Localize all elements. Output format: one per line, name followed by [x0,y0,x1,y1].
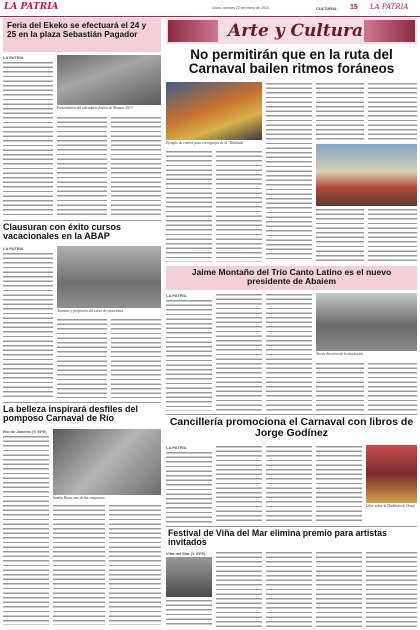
carnaval-photo [166,82,262,140]
festival-body-col5 [366,551,417,627]
feria-byline: LA PATRIA [3,55,24,60]
festival-body-col1 [166,599,212,627]
festival-article [166,526,417,628]
belleza-byline: Río de Janeiro (Y. EFE) [3,429,47,434]
masthead-logo: LA PATRIA [4,2,59,12]
masthead-date: Oruro, viernes 22 de enero de 2013 [212,6,269,10]
clausuran-photo [57,246,161,308]
feria-body-col1 [3,61,53,217]
cancilleria-photo [366,445,417,503]
jaime-photo [316,293,417,351]
carnaval-article [166,46,417,264]
cancilleria-headline: Cancillería promociona el Carnaval con libros de Jorge Godínez [169,416,414,440]
clausuran-top-rule [3,220,161,221]
cancilleria-body-col2 [216,445,262,523]
cancilleria-body-col4 [316,445,362,523]
jaime-body-col4 [316,362,364,411]
belleza-body-col1 [3,435,49,625]
masthead-brand-right: LA PATRIA [370,3,409,11]
carnaval-body-col4 [166,150,212,262]
cancilleria-byline: LA PATRIA [166,445,187,450]
clausuran-body-col3 [111,318,161,398]
carnaval-photo-2 [316,144,417,206]
jaime-article [166,266,417,412]
clausuran-body-col2 [57,318,107,398]
jaime-headline: Jaime Montaño del Trío Canto Latino es el nuevo presidente de Abaiem [191,267,392,287]
cancilleria-body-col3 [266,445,312,523]
belleza-photo-caption: Samba Dona, una de las comparsas [53,496,105,500]
cancilleria-body-col1 [166,451,212,523]
belleza-article [3,402,161,628]
cancilleria-article [166,414,417,524]
jaime-headline-box [166,266,417,290]
clausuran-headline: Clausuran con éxito cursos vacacionales en la ABAP [3,222,122,242]
feria-body-col3 [111,116,161,217]
clausuran-body-col1 [3,252,53,398]
belleza-top-rule [3,402,161,403]
clausuran-byline: LA PATRIA [3,246,24,251]
section-banner [166,18,417,44]
feria-headline: Feria del Ekeko se efectuará el 24 y 25 en la plaza Sebastián Pagador [7,20,147,39]
carnaval-body-col7 [368,208,417,262]
cancilleria-photo-caption: Libro sobre la Diablada de Oruro [366,504,415,508]
cancilleria-top-rule [166,414,417,415]
banner-right-image [364,20,415,42]
belleza-photo [53,429,161,495]
carnaval-headline: No permitirán que en la ruta del Carnaval bailen ritmos foráneos [188,47,395,77]
feria-photo-caption: Presentación del calendario festivo de Alasitas 2013 [57,106,133,110]
festival-body-col3 [266,551,312,627]
banner-title: Arte y Cultura [228,21,364,41]
carnaval-photo-caption: Ejemplo de control para coreógrafos de la "Diablada" [166,141,245,145]
masthead-section: CULTURAL [316,6,338,11]
banner-left-image [168,20,218,42]
feria-photo [57,55,161,105]
jaime-photo-caption: Nueva directiva de la asociación [316,352,364,356]
masthead-page-number: 15 [350,4,358,11]
jaime-byline: LA PATRIA [166,293,187,298]
clausuran-article [3,220,161,400]
feria-article [3,18,161,218]
feria-headline-box [3,18,161,52]
belleza-body-col3 [109,504,161,625]
clausuran-photo-caption: Alumnos y profesores del curso de vacaciones [57,309,124,313]
festival-top-rule [166,526,417,527]
festival-photo [166,557,212,597]
jaime-body-col1 [166,299,212,411]
jaime-body-col3 [266,293,312,411]
belleza-body-col2 [53,504,105,625]
belleza-headline: La belleza inspirará desfiles del pomposo Carnaval de Río [3,404,139,424]
carnaval-body-col3 [368,82,417,142]
festival-byline: Viña del Mar (Y. EFE) [166,551,206,556]
carnaval-body-col6 [316,208,364,262]
festival-body-col2 [216,551,262,627]
carnaval-body-col1 [266,82,312,262]
jaime-body-col2 [216,293,262,411]
masthead [0,0,420,17]
feria-body-col2 [57,116,107,217]
festival-headline: Festival de Viña del Mar elimina premio para artistas invitados [168,528,387,548]
carnaval-body-col2 [316,82,364,142]
festival-body-col4 [316,551,362,627]
jaime-body-col5 [368,362,417,411]
carnaval-body-col5 [216,150,262,262]
